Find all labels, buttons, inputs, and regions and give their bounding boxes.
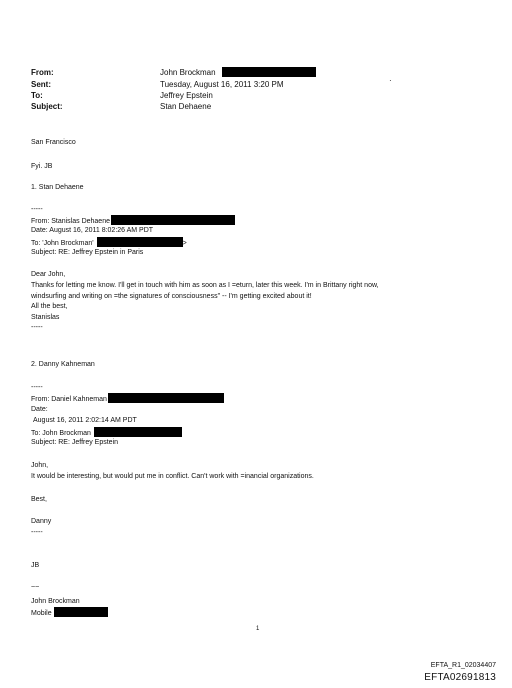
- quote1-line1: Thanks for letting me know. I'll get in touch with him as soon as I =eturn, later this week. I'm in Brittany right now,: [31, 282, 379, 289]
- tilde-separator: ~~: [31, 584, 40, 591]
- to-label: To:: [31, 91, 43, 100]
- redaction-block: [54, 607, 108, 617]
- bates-stamp-large: EFTA02691813: [424, 672, 496, 683]
- location-line: San Francisco: [31, 139, 76, 146]
- redaction-block: [94, 427, 182, 437]
- quote2-separator: -----: [31, 529, 43, 536]
- quote1-greeting: Dear John,: [31, 271, 66, 278]
- item-1-heading: 1. Stan Dehaene: [31, 184, 84, 191]
- sent-value: Tuesday, August 16, 2011 3:20 PM: [160, 80, 284, 89]
- signature-name: John Brockman: [31, 598, 80, 605]
- from-value: [160, 67, 316, 78]
- stray-mark: ·: [389, 76, 392, 85]
- quote2-from-text: From: Daniel Kahneman: [31, 396, 107, 403]
- item-2-heading: 2. Danny Kahneman: [31, 361, 95, 368]
- quote2-to: [31, 427, 182, 438]
- to-value: Jeffrey Epstein: [160, 91, 213, 100]
- quote2-date-value: August 16, 2011 2:02:14 AM PDT: [33, 417, 137, 424]
- quote2-from: [31, 393, 224, 404]
- subject-value: Stan Dehaene: [160, 102, 212, 111]
- redaction-block: [222, 67, 316, 77]
- quote1-from-text: From: Stanislas Dehaene: [31, 218, 110, 225]
- subject-label: Subject:: [31, 102, 63, 111]
- signature-mobile: [31, 607, 108, 618]
- redaction-block: [111, 215, 235, 225]
- quote1-line3: All the best,: [31, 303, 68, 310]
- redaction-block: [97, 237, 183, 247]
- quote1-to: [31, 237, 187, 248]
- quote1-subject: Subject: RE: Jeffrey Epstein in Paris: [31, 249, 144, 256]
- fyi-line: Fyi. JB: [31, 163, 53, 170]
- separator-1: -----: [31, 206, 43, 213]
- quote2-line1: It would be interesting, but would put me in conflict. Can't work with =inancial organizations.: [31, 473, 314, 480]
- quote1-to-suffix: >: [182, 240, 187, 247]
- sent-label: Sent:: [31, 80, 51, 89]
- redaction-block: [108, 393, 224, 403]
- quote1-from: [31, 215, 235, 226]
- jb-sign: JB: [31, 562, 40, 569]
- from-name: John Brockman: [160, 68, 216, 77]
- quote1-separator: -----: [31, 324, 43, 331]
- bates-stamp-small: EFTA_R1_02034407: [430, 662, 496, 669]
- quote1-to-text: To: 'John Brockman': [31, 240, 94, 247]
- quote1-date: Date: August 16, 2011 8:02:26 AM PDT: [31, 227, 154, 234]
- from-label: From:: [31, 68, 54, 77]
- separator-2: -----: [31, 384, 43, 391]
- quote2-signature: Danny: [31, 518, 52, 525]
- quote2-date-label: Date:: [31, 406, 48, 413]
- quote2-to-text: To: John Brockman: [31, 430, 91, 437]
- signature-mobile-label: Mobile: [31, 610, 52, 617]
- quote1-line2: windsurfing and writing on =the signatures of consciousness" -- I'm getting excited about it!: [31, 293, 312, 300]
- quote2-greeting: John,: [31, 462, 49, 469]
- quote2-best: Best,: [31, 496, 47, 503]
- quote2-subject: Subject: RE: Jeffrey Epstein: [31, 439, 119, 446]
- page-number: 1: [256, 626, 260, 632]
- quote1-signature: Stanislas: [31, 314, 60, 321]
